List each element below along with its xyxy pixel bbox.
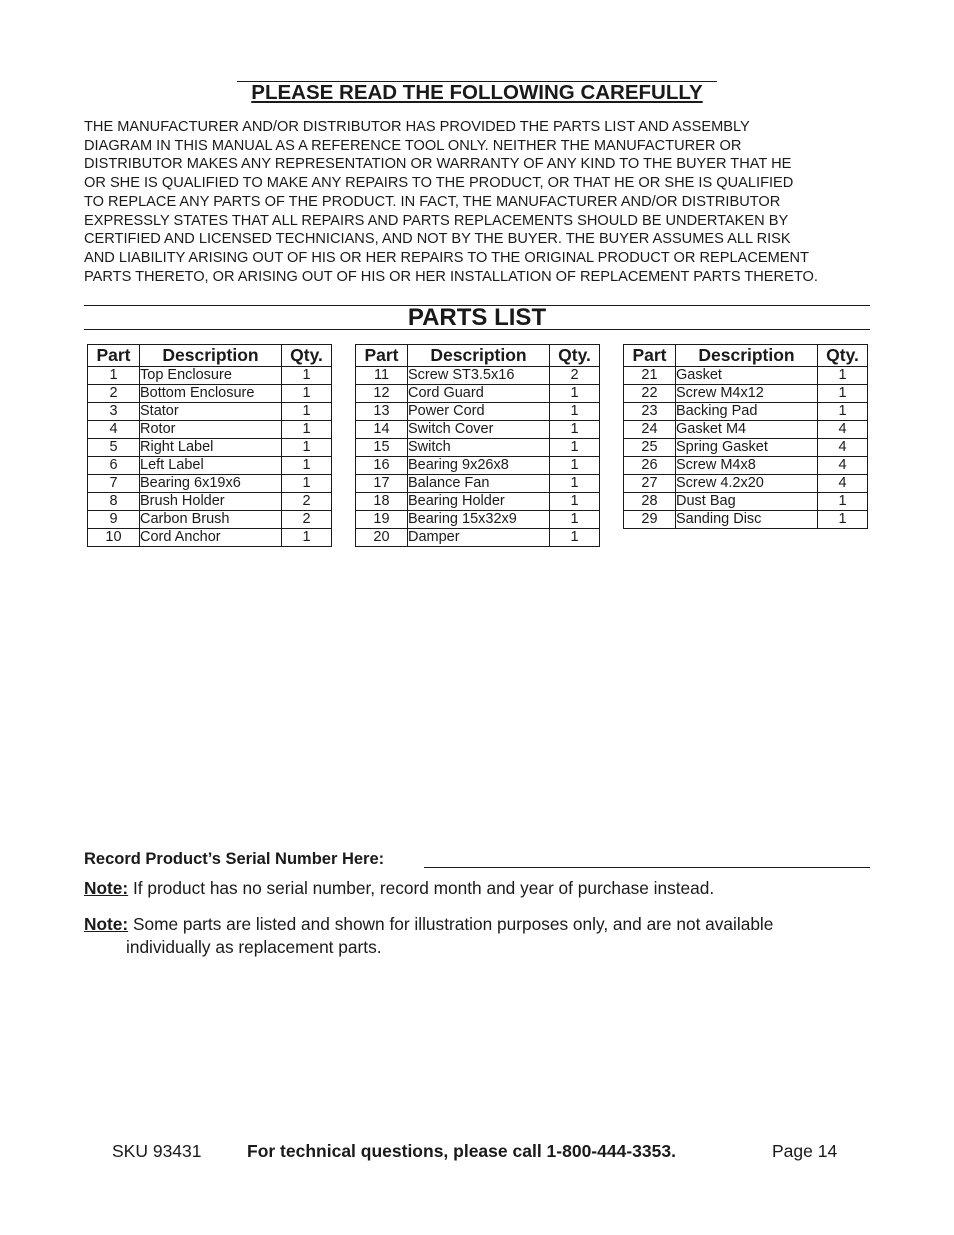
part-number-cell: 14: [356, 421, 408, 439]
note-text: If product has no serial number, record month and year of purchase instead.: [128, 878, 715, 898]
note-label: Note:: [84, 914, 129, 934]
part-number-cell: 26: [624, 457, 676, 475]
part-description-cell: Backing Pad: [676, 403, 818, 421]
table-row: [88, 421, 332, 439]
part-number-cell: 23: [624, 403, 676, 421]
part-number-cell: 15: [356, 439, 408, 457]
part-qty-cell: 1: [282, 367, 332, 385]
note-text-continued: individually as replacement parts.: [126, 937, 382, 957]
part-description-cell: Cord Anchor: [140, 529, 282, 547]
table-row: [88, 385, 332, 403]
table-header-row: [624, 345, 868, 367]
disclaimer-line: CERTIFIED AND LICENSED TECHNICIANS, AND NOT BY THE BUYER. THE BUYER ASSUMES ALL RISK: [84, 231, 791, 248]
table-row: [88, 403, 332, 421]
table-row: [624, 475, 868, 493]
table-row: [88, 511, 332, 529]
part-description-cell: Switch: [408, 439, 550, 457]
part-description-cell: Left Label: [140, 457, 282, 475]
part-description-cell: Brush Holder: [140, 493, 282, 511]
part-description-cell: Balance Fan: [408, 475, 550, 493]
part-qty-cell: 1: [550, 511, 600, 529]
part-number-cell: 17: [356, 475, 408, 493]
part-number-cell: 18: [356, 493, 408, 511]
table-header-row: [88, 345, 332, 367]
table-row: [356, 439, 600, 457]
part-column-header: Part: [88, 345, 140, 367]
table-row: [356, 421, 600, 439]
part-qty-cell: 4: [818, 457, 868, 475]
part-qty-cell: 1: [282, 457, 332, 475]
table-row: [624, 403, 868, 421]
part-qty-cell: 1: [282, 529, 332, 547]
part-description-cell: Stator: [140, 403, 282, 421]
part-number-cell: 16: [356, 457, 408, 475]
table-row: [624, 385, 868, 403]
part-number-cell: 9: [88, 511, 140, 529]
qty-column-header: Qty.: [282, 345, 332, 367]
part-qty-cell: 1: [550, 385, 600, 403]
part-qty-cell: 2: [550, 367, 600, 385]
part-number-cell: 5: [88, 439, 140, 457]
table-row: [356, 511, 600, 529]
part-qty-cell: 1: [818, 511, 868, 529]
part-number-cell: 8: [88, 493, 140, 511]
part-number-cell: 10: [88, 529, 140, 547]
part-column-header: Part: [356, 345, 408, 367]
part-description-cell: Bearing 9x26x8: [408, 457, 550, 475]
part-qty-cell: 1: [818, 385, 868, 403]
qty-column-header: Qty.: [818, 345, 868, 367]
table-row: [356, 493, 600, 511]
description-column-header: Description: [140, 345, 282, 367]
part-description-cell: Screw M4x12: [676, 385, 818, 403]
part-description-cell: Screw M4x8: [676, 457, 818, 475]
part-column-header: Part: [624, 345, 676, 367]
part-qty-cell: 1: [550, 403, 600, 421]
parts-table-3: [623, 344, 868, 529]
part-qty-cell: 1: [550, 457, 600, 475]
parts-table-1: [87, 344, 332, 547]
part-description-cell: Screw ST3.5x16: [408, 367, 550, 385]
table-row: [88, 439, 332, 457]
table-row: [356, 367, 600, 385]
serial-number-label: Record Product’s Serial Number Here:: [84, 850, 385, 868]
part-number-cell: 25: [624, 439, 676, 457]
part-description-cell: Spring Gasket: [676, 439, 818, 457]
part-description-cell: Sanding Disc: [676, 511, 818, 529]
disclaimer-line: PARTS THERETO, OR ARISING OUT OF HIS OR HER INSTALLATION OF REPLACEMENT PARTS THERETO.: [84, 268, 818, 285]
table-row: [88, 529, 332, 547]
part-description-cell: Top Enclosure: [140, 367, 282, 385]
table-row: [88, 475, 332, 493]
table-row: [356, 403, 600, 421]
part-number-cell: 22: [624, 385, 676, 403]
part-description-cell: Right Label: [140, 439, 282, 457]
description-column-header: Description: [408, 345, 550, 367]
part-description-cell: Bearing Holder: [408, 493, 550, 511]
part-number-cell: 3: [88, 403, 140, 421]
part-number-cell: 11: [356, 367, 408, 385]
parts-title-bottom-rule: [84, 329, 870, 330]
part-description-cell: Bottom Enclosure: [140, 385, 282, 403]
part-qty-cell: 2: [282, 511, 332, 529]
part-qty-cell: 1: [818, 367, 868, 385]
footer-technical-contact: For technical questions, please call 1-800-444-3353.: [247, 1141, 676, 1161]
table-row: [88, 367, 332, 385]
part-description-cell: Cord Guard: [408, 385, 550, 403]
part-description-cell: Gasket: [676, 367, 818, 385]
part-description-cell: Dust Bag: [676, 493, 818, 511]
part-qty-cell: 1: [818, 403, 868, 421]
note-label: Note:: [84, 878, 129, 898]
table-row: [624, 421, 868, 439]
part-number-cell: 7: [88, 475, 140, 493]
part-description-cell: Power Cord: [408, 403, 550, 421]
table-row: [356, 385, 600, 403]
part-number-cell: 6: [88, 457, 140, 475]
table-header-row: [356, 345, 600, 367]
disclaimer-line: AND LIABILITY ARISING OUT OF HIS OR HER REPAIRS TO THE ORIGINAL PRODUCT OR REPLACEMENT: [84, 249, 809, 266]
note-illustration: [84, 913, 874, 959]
part-number-cell: 12: [356, 385, 408, 403]
part-number-cell: 1: [88, 367, 140, 385]
disclaimer-line: DISTRIBUTOR MAKES ANY REPRESENTATION OR WARRANTY OF ANY KIND TO THE BUYER THAT HE: [84, 156, 792, 173]
part-qty-cell: 1: [550, 475, 600, 493]
footer-sku: SKU 93431: [112, 1141, 202, 1161]
part-qty-cell: 4: [818, 439, 868, 457]
part-description-cell: Switch Cover: [408, 421, 550, 439]
table-row: [88, 493, 332, 511]
part-number-cell: 21: [624, 367, 676, 385]
part-description-cell: Rotor: [140, 421, 282, 439]
part-description-cell: Bearing 6x19x6: [140, 475, 282, 493]
part-description-cell: Bearing 15x32x9: [408, 511, 550, 529]
table-row: [624, 457, 868, 475]
part-qty-cell: 1: [550, 439, 600, 457]
part-qty-cell: 1: [282, 421, 332, 439]
part-qty-cell: 1: [282, 403, 332, 421]
part-number-cell: 4: [88, 421, 140, 439]
page-heading: PLEASE READ THE FOLLOWING CAREFULLY: [251, 81, 703, 104]
note-text: Some parts are listed and shown for illustration purposes only, and are not available: [128, 914, 774, 934]
part-number-cell: 13: [356, 403, 408, 421]
part-qty-cell: 1: [282, 439, 332, 457]
part-qty-cell: 1: [550, 421, 600, 439]
table-row: [624, 367, 868, 385]
disclaimer-line: EXPRESSLY STATES THAT ALL REPAIRS AND PARTS REPLACEMENTS SHOULD BE UNDERTAKEN BY: [84, 212, 789, 229]
disclaimer-line: DIAGRAM IN THIS MANUAL AS A REFERENCE TOOL ONLY. NEITHER THE MANUFACTURER OR: [84, 137, 742, 154]
parts-list-title: PARTS LIST: [407, 304, 547, 331]
table-row: [356, 475, 600, 493]
disclaimer-line: TO REPLACE ANY PARTS OF THE PRODUCT. IN FACT, THE MANUFACTURER AND/OR DISTRIBUTOR: [84, 193, 781, 210]
part-qty-cell: 1: [282, 385, 332, 403]
table-row: [624, 493, 868, 511]
part-qty-cell: 1: [818, 493, 868, 511]
part-number-cell: 27: [624, 475, 676, 493]
table-row: [624, 439, 868, 457]
description-column-header: Description: [676, 345, 818, 367]
part-qty-cell: 4: [818, 475, 868, 493]
table-row: [356, 529, 600, 547]
part-qty-cell: 4: [818, 421, 868, 439]
part-description-cell: Carbon Brush: [140, 511, 282, 529]
part-qty-cell: 1: [550, 493, 600, 511]
part-number-cell: 29: [624, 511, 676, 529]
part-description-cell: Screw 4.2x20: [676, 475, 818, 493]
table-row: [356, 457, 600, 475]
qty-column-header: Qty.: [550, 345, 600, 367]
disclaimer-text: [84, 118, 884, 286]
part-qty-cell: 1: [550, 529, 600, 547]
disclaimer-line: OR SHE IS QUALIFIED TO MAKE ANY REPAIRS TO THE PRODUCT, OR THAT HE OR SHE IS QUALIFIED: [84, 175, 794, 192]
part-qty-cell: 2: [282, 493, 332, 511]
serial-number-field-line[interactable]: [424, 867, 870, 868]
part-number-cell: 20: [356, 529, 408, 547]
parts-table-2: [355, 344, 600, 547]
part-number-cell: 24: [624, 421, 676, 439]
disclaimer-line: THE MANUFACTURER AND/OR DISTRIBUTOR HAS PROVIDED THE PARTS LIST AND ASSEMBLY: [84, 119, 750, 135]
note-serial: [84, 877, 874, 900]
part-description-cell: Damper: [408, 529, 550, 547]
table-row: [88, 457, 332, 475]
part-description-cell: Gasket M4: [676, 421, 818, 439]
part-number-cell: 2: [88, 385, 140, 403]
table-row: [624, 511, 868, 529]
part-number-cell: 28: [624, 493, 676, 511]
part-qty-cell: 1: [282, 475, 332, 493]
part-number-cell: 19: [356, 511, 408, 529]
footer-page-number: Page 14: [772, 1141, 838, 1161]
